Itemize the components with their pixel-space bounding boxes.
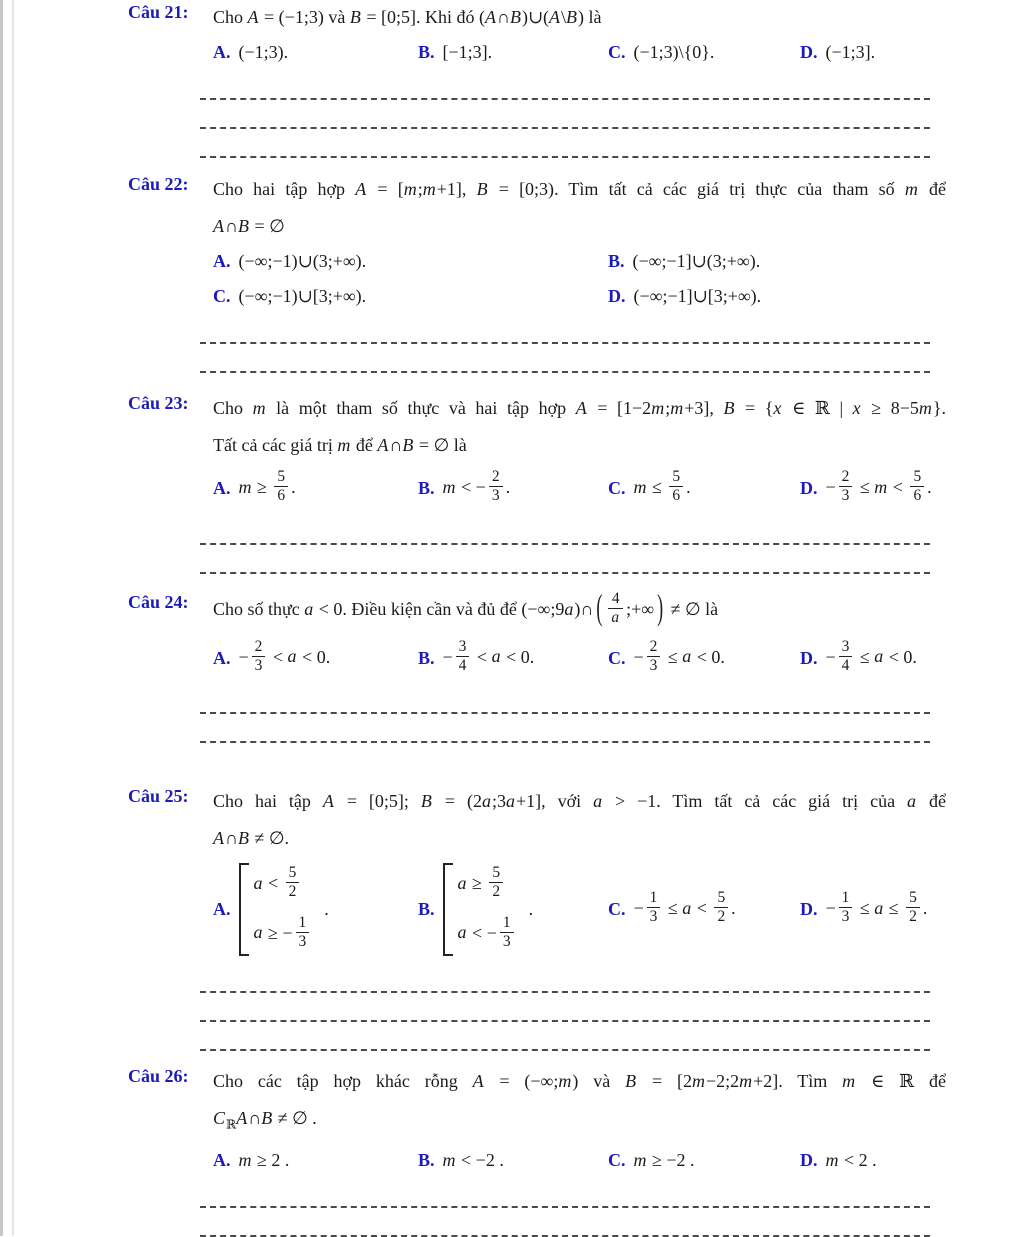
question-text-line	[213, 211, 946, 241]
big-paren-close: )	[657, 587, 664, 628]
option-label: D.	[800, 1149, 818, 1170]
question-text-line	[213, 430, 946, 460]
system-row: a < − $\frac{1}{3}$	[458, 916, 517, 954]
dashed-answer-line	[200, 714, 930, 743]
option-C	[608, 637, 800, 678]
question-number: Câu 25:	[128, 786, 189, 806]
text-segment: là	[584, 7, 602, 27]
option-suffix: .	[528, 899, 534, 920]
text-segment: Cho	[213, 7, 248, 27]
text-segment: Cho số thực	[213, 598, 305, 619]
fraction: $\frac{2}{3}$	[647, 638, 661, 676]
left-square-bracket	[239, 863, 249, 956]
text-segment: và	[323, 7, 350, 27]
dashed-answer-line	[200, 545, 930, 574]
math-segment: A = [0;5];	[322, 791, 409, 811]
option-C	[608, 470, 800, 508]
dashed-answer-line	[200, 964, 930, 993]
option-A	[213, 863, 418, 956]
dashed-answer-line	[200, 516, 930, 545]
option-math: (−∞;−1)∪[3;+∞).	[238, 286, 367, 306]
question	[0, 2, 1024, 158]
question	[0, 1066, 1024, 1237]
option-math: m < − $\frac{2}{3}$ .	[442, 468, 511, 505]
text-segment: và	[578, 1071, 626, 1091]
option-label: D.	[608, 286, 626, 306]
option-label: C.	[213, 286, 231, 306]
math-segment: B = (2a;3a+1]	[420, 791, 542, 811]
math-segment: B = [0;5]	[349, 7, 416, 27]
answer-lines	[200, 71, 930, 158]
fraction: $\frac{1}{3}$	[647, 889, 661, 927]
option-label: C.	[608, 1149, 626, 1170]
option-math: m ≤ $\frac{5}{6}$ .	[633, 468, 691, 505]
option-C	[608, 888, 800, 929]
option-label: D.	[800, 478, 818, 499]
option-D	[800, 1150, 946, 1171]
text-segment: là	[449, 435, 467, 455]
option-label: B.	[418, 42, 435, 62]
question-number: Câu 21:	[128, 2, 189, 22]
question-body	[213, 2, 946, 63]
option-math: (−1;3].	[825, 42, 876, 62]
option-D	[800, 42, 946, 63]
question	[0, 393, 1024, 574]
option-label: B.	[418, 1149, 435, 1170]
option-label: B.	[608, 251, 625, 271]
fraction: $\frac{5}{6}$	[669, 468, 683, 506]
question-text-line	[213, 393, 946, 423]
option-B	[418, 470, 608, 508]
option-C	[213, 286, 608, 307]
option-B	[418, 42, 608, 63]
option-math: (−1;3).	[238, 42, 289, 62]
option-D	[800, 888, 946, 929]
fraction: $\frac{3}{4}$	[456, 638, 470, 676]
option-label: C.	[608, 899, 626, 920]
option-B	[608, 251, 946, 272]
text-segment: để	[918, 179, 946, 199]
option-math: − $\frac{2}{3}$ ≤ m < $\frac{5}{6}$ .	[825, 468, 932, 505]
question-text-line	[213, 2, 946, 32]
answer-lines	[200, 964, 930, 1051]
left-square-bracket	[443, 863, 453, 956]
dashed-answer-line	[200, 1022, 930, 1051]
math-segment: m	[904, 179, 918, 199]
dashed-answer-line	[200, 129, 930, 158]
math-segment: A∩B = ∅	[377, 435, 450, 455]
question-text-line	[213, 174, 946, 204]
question-text-line	[213, 1103, 946, 1140]
system-group	[443, 863, 517, 956]
option-label: B.	[418, 899, 435, 920]
math-segment: (A∩B)∪(A\B)	[478, 7, 585, 27]
fraction: $\frac{1}{3}$	[296, 914, 310, 952]
math-segment: A = [1−2m;m+3],	[575, 398, 714, 418]
dashed-answer-line	[200, 100, 930, 129]
math-segment: m	[337, 435, 351, 455]
option-label: A.	[213, 478, 231, 499]
option-label: D.	[800, 42, 818, 62]
math-segment: a	[907, 791, 917, 811]
question-number: Câu 26:	[128, 1066, 189, 1086]
text-segment: để	[914, 1071, 946, 1091]
math-segment: B = {x ∈ ℝ | x ≥ 8−5m}	[723, 398, 942, 418]
fraction: $\frac{2}{3}$	[489, 468, 503, 506]
option-A	[213, 470, 418, 508]
option-B	[418, 863, 608, 956]
fraction: $\frac{5}{2}$	[489, 864, 503, 902]
question-body	[213, 393, 946, 508]
option-label: D.	[800, 647, 818, 668]
big-paren-open: (	[596, 587, 603, 628]
answer-lines	[200, 1179, 930, 1237]
answer-lines	[200, 516, 930, 574]
dashed-answer-line	[200, 1208, 930, 1237]
text-segment: .	[941, 398, 947, 418]
answer-lines	[200, 685, 930, 743]
text-segment: . Tìm tất cả các giá trị của	[656, 791, 908, 811]
option-math: (−1;3)\{0}.	[633, 42, 715, 62]
math-segment: A∩B ≠ ∅.	[213, 828, 290, 848]
option-math: (−∞;−1)∪(3;+∞).	[238, 251, 367, 271]
option-math: − $\frac{3}{4}$ < a < 0.	[442, 637, 535, 674]
option-math: − $\frac{3}{4}$ ≤ a < 0.	[825, 637, 917, 674]
math-segment: $C_ℝA\cap B$ ≠ ∅ .	[213, 1108, 317, 1132]
text-segment: Cho hai tập	[213, 791, 323, 811]
dashed-answer-line	[200, 1179, 930, 1208]
text-segment: Cho hai tập hợp	[213, 179, 356, 199]
math-segment: m ∈ ℝ	[842, 1071, 915, 1091]
math-segment: a < 0	[304, 598, 343, 619]
dashed-answer-line	[200, 993, 930, 1022]
dashed-answer-line	[200, 685, 930, 714]
question-text-line	[213, 823, 946, 853]
option-A	[213, 42, 418, 63]
math-segment: A = (−∞;m)	[472, 1071, 579, 1091]
options-grid	[213, 42, 946, 63]
fraction: $\frac{5}{6}$	[274, 468, 288, 506]
math-segment: A = [m;m+1], B = [0;3)	[355, 179, 555, 199]
option-A	[213, 637, 418, 678]
question	[0, 587, 1024, 743]
option-label: B.	[418, 478, 435, 499]
system-row: a ≥ $\frac{5}{2}$	[458, 866, 517, 904]
text-segment: . Tìm tất cả các giá trị thực của tham số	[554, 179, 905, 199]
dashed-answer-line	[200, 71, 930, 100]
question-number: Câu 22:	[128, 174, 189, 194]
options-grid	[213, 470, 946, 508]
option-label: A.	[213, 899, 231, 920]
option-label: A.	[213, 42, 231, 62]
question-number: Câu 24:	[128, 592, 189, 612]
option-A	[213, 251, 608, 272]
option-C	[608, 1150, 800, 1171]
option-math: − $\frac{1}{3}$ ≤ a ≤ $\frac{5}{2}$ .	[825, 888, 928, 926]
math-segment: A∩B = ∅	[213, 216, 285, 236]
math-segment: m	[252, 398, 266, 418]
math-segment: B = [2m−2;2m+2]	[625, 1071, 779, 1091]
option-label: A.	[213, 647, 231, 668]
option-label: A.	[213, 251, 231, 271]
text-segment: . Tìm	[778, 1071, 843, 1091]
options-grid	[213, 863, 946, 956]
question	[0, 786, 1024, 1051]
option-math: m ≥ 2 .	[238, 1149, 290, 1170]
fraction: $\frac{2}{3}$	[839, 468, 853, 506]
text-segment: là một tham số thực và hai tập hợp	[266, 398, 576, 418]
math-segment: a > −1	[593, 791, 657, 811]
option-label: B.	[418, 647, 435, 668]
answer-lines	[200, 315, 930, 373]
text-segment: để	[351, 435, 378, 455]
fraction: $\frac{2}{3}$	[252, 638, 266, 676]
option-D	[800, 637, 946, 678]
fraction: $\frac{5}{2}$	[286, 864, 300, 902]
text-segment: Tất cả các giá trị	[213, 435, 338, 455]
fraction: $\frac{1}{3}$	[839, 889, 853, 927]
fraction: $\frac{5}{6}$	[910, 468, 924, 506]
fraction: $\frac{1}{3}$	[500, 914, 514, 952]
fraction: $\frac{5}{2}$	[714, 889, 728, 927]
option-math: m ≥ −2 .	[633, 1149, 695, 1170]
text-segment: . Điều kiện cần và đủ để	[342, 598, 522, 619]
question-body	[213, 587, 946, 677]
question-text-line	[213, 1066, 946, 1096]
option-math: (−∞;−1]∪(3;+∞).	[632, 251, 761, 271]
question-text-line	[213, 786, 946, 816]
options-grid	[213, 251, 946, 307]
option-math: [−1;3].	[442, 42, 493, 62]
option-B	[418, 637, 608, 678]
text-segment: để	[917, 791, 946, 811]
system-row: a < $\frac{5}{2}$	[254, 866, 313, 904]
question-text-line	[213, 587, 946, 630]
text-segment: Cho	[213, 398, 253, 418]
option-label: D.	[800, 899, 818, 920]
text-segment	[409, 791, 421, 811]
text-segment: . Khi đó	[415, 7, 479, 27]
option-label: C.	[608, 42, 626, 62]
question	[0, 174, 1024, 373]
option-suffix: .	[324, 899, 329, 920]
dashed-answer-line	[200, 344, 930, 373]
question-body	[213, 174, 946, 307]
text-segment: , với	[541, 791, 594, 811]
question-body	[213, 1066, 946, 1171]
option-D	[800, 470, 946, 508]
option-label: A.	[213, 1149, 231, 1170]
text-segment	[714, 398, 724, 418]
option-C	[608, 42, 800, 63]
math-segment: A = (−1;3)	[247, 7, 324, 27]
option-math: − $\frac{1}{3}$ ≤ a < $\frac{5}{2}$ .	[633, 888, 736, 926]
system-row: a ≥ − $\frac{1}{3}$	[254, 916, 313, 954]
dashed-answer-line	[200, 315, 930, 344]
fraction: $\frac{5}{2}$	[906, 889, 920, 927]
options-grid	[213, 637, 946, 678]
option-label: C.	[608, 647, 626, 668]
option-B	[418, 1150, 608, 1171]
math-segment: (−∞;9a)∩ ( $\frac{4}{a}$ ;+∞ ) ≠ ∅	[521, 599, 700, 619]
question-number: Câu 23:	[128, 393, 189, 413]
option-math: m < 2 .	[825, 1149, 877, 1170]
fraction: $\frac{4}{a}$	[608, 590, 623, 628]
system-group	[239, 863, 313, 956]
text-segment: là	[700, 598, 719, 619]
option-math: (−∞;−1]∪[3;+∞).	[633, 286, 762, 306]
text-segment: Cho các tập hợp khác rỗng	[213, 1071, 473, 1091]
option-math: m < −2 .	[442, 1149, 504, 1170]
option-label: C.	[608, 478, 626, 499]
fraction: $\frac{3}{4}$	[839, 638, 853, 676]
option-D	[608, 286, 946, 307]
option-math: − $\frac{2}{3}$ ≤ a < 0.	[633, 637, 725, 674]
option-A	[213, 1150, 418, 1171]
option-math: m ≥ $\frac{5}{6}$ .	[238, 468, 296, 505]
question-body	[213, 786, 946, 956]
options-grid	[213, 1150, 946, 1171]
option-math: − $\frac{2}{3}$ < a < 0.	[238, 637, 331, 674]
